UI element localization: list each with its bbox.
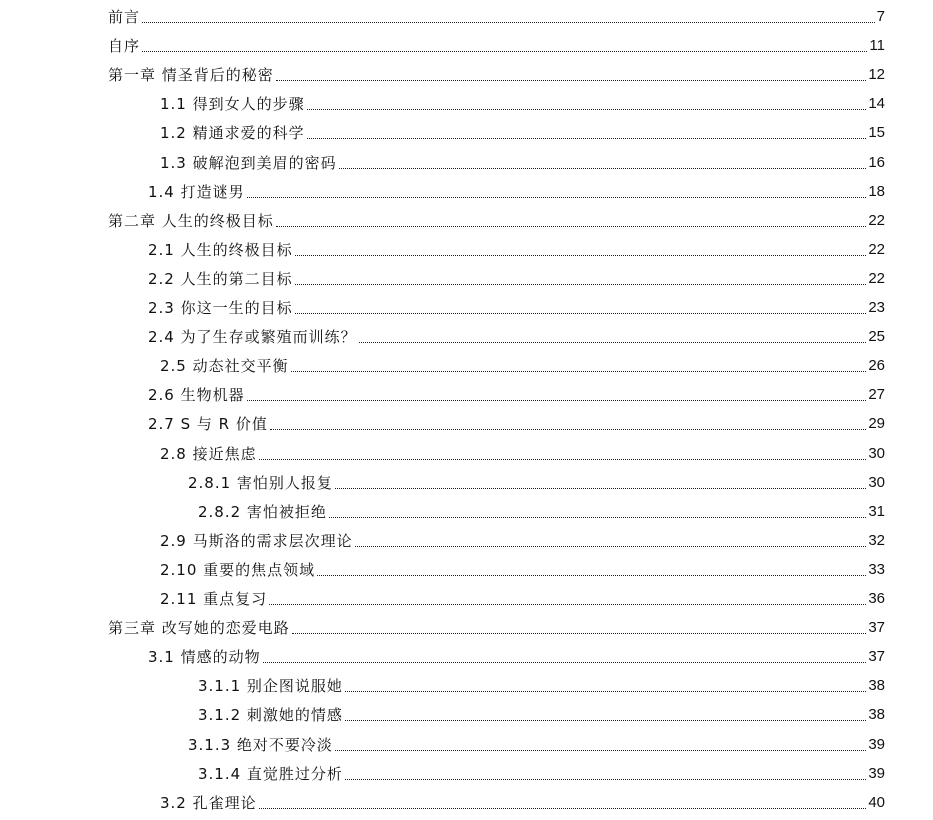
toc-entry-page-number: 38 xyxy=(868,677,885,695)
toc-entry[interactable] xyxy=(148,267,885,289)
dot-leader xyxy=(335,488,866,489)
toc-entry-title: 第一章 情圣背后的秘密 xyxy=(108,66,274,85)
toc-entry-title: 2.7 S 与 R 价值 xyxy=(148,415,268,434)
toc-entry[interactable] xyxy=(188,733,885,755)
toc-entry[interactable] xyxy=(148,412,885,434)
toc-entry-page-number: 30 xyxy=(868,473,885,491)
toc-entry-title: 第三章 改写她的恋爱电路 xyxy=(108,619,290,638)
toc-entry[interactable] xyxy=(108,34,885,56)
toc-entry-page-number: 25 xyxy=(868,328,885,346)
toc-entry-page-number: 27 xyxy=(868,386,885,404)
toc-entry-page-number: 33 xyxy=(868,560,885,578)
dot-leader xyxy=(142,51,867,52)
dot-leader xyxy=(329,517,866,518)
dot-leader xyxy=(259,459,867,460)
toc-entry[interactable] xyxy=(198,674,885,696)
toc-entry-title: 2.11 重点复习 xyxy=(160,590,268,608)
toc-entry-title: 1.2 精通求爱的科学 xyxy=(160,124,305,143)
dot-leader xyxy=(291,371,867,372)
dot-leader xyxy=(355,546,867,547)
toc-entry-title: 2.6 生物机器 xyxy=(148,386,245,405)
toc-entry[interactable] xyxy=(160,354,885,376)
toc-entry[interactable] xyxy=(148,180,885,202)
toc-entry[interactable] xyxy=(198,703,885,725)
toc-entry-title: 第二章 人生的终极目标 xyxy=(108,211,274,230)
dot-leader xyxy=(270,429,866,430)
dot-leader xyxy=(142,22,875,23)
toc-entry-title: 3.1.2 刺激她的情感 xyxy=(198,706,343,725)
toc-entry-page-number: 18 xyxy=(868,182,885,200)
dot-leader xyxy=(317,575,866,576)
toc-entry-title: 1.4 打造谜男 xyxy=(148,182,245,201)
toc-entry[interactable] xyxy=(160,92,885,114)
dot-leader xyxy=(345,779,866,780)
dot-leader xyxy=(259,808,867,809)
dot-leader xyxy=(263,662,867,663)
toc-entry[interactable] xyxy=(160,442,885,464)
toc-entry-page-number: 12 xyxy=(868,66,885,84)
toc-entry[interactable] xyxy=(148,645,885,667)
toc-entry[interactable] xyxy=(160,587,885,609)
toc-entry-page-number: 26 xyxy=(868,357,885,375)
toc-entry[interactable] xyxy=(148,238,885,260)
toc-entry[interactable] xyxy=(160,121,885,143)
toc-entry-title: 1.1 得到女人的步骤 xyxy=(160,95,305,114)
toc-entry-title: 2.2 人生的第二目标 xyxy=(148,269,293,288)
toc-entry[interactable] xyxy=(188,471,885,493)
dot-leader xyxy=(292,633,867,634)
toc-entry-title: 自序 xyxy=(108,37,141,56)
toc-entry[interactable] xyxy=(160,151,885,173)
toc-entry-page-number: 22 xyxy=(868,240,885,258)
toc-entry-title: 2.9 马斯洛的需求层次理论 xyxy=(160,531,353,550)
toc-entry-title: 1.3 破解泡到美眉的密码 xyxy=(160,153,337,172)
toc-entry-page-number: 15 xyxy=(868,124,885,142)
toc-entry-title: 3.2 孔雀理论 xyxy=(160,793,257,812)
toc-entry-page-number: 39 xyxy=(868,735,885,753)
toc-entry-title: 2.4 为了生存或繁殖而训练？ xyxy=(148,328,357,347)
toc-entry-page-number: 40 xyxy=(868,793,885,811)
dot-leader xyxy=(345,691,866,692)
toc-entry-page-number: 23 xyxy=(868,299,885,316)
toc-entry[interactable] xyxy=(160,791,885,813)
dot-leader xyxy=(295,313,867,314)
dot-leader xyxy=(359,342,867,343)
toc-entry-title: 3.1 情感的动物 xyxy=(148,648,261,667)
toc-entry-page-number: 31 xyxy=(868,502,885,520)
toc-entry[interactable] xyxy=(108,616,885,638)
dot-leader xyxy=(345,720,866,721)
toc-entry-page-number: 37 xyxy=(868,648,885,666)
toc-entry-title: 2.3 你这一生的目标 xyxy=(148,299,293,317)
toc-entry-title: 2.10 重要的焦点领域 xyxy=(160,560,316,579)
toc-entry-title: 3.1.3 绝对不要冷淡 xyxy=(188,735,333,754)
toc-entry-page-number: 22 xyxy=(868,211,885,229)
toc-entry-page-number: 36 xyxy=(868,590,885,607)
toc-entry-title: 2.1 人生的终极目标 xyxy=(148,240,293,259)
dot-leader xyxy=(247,197,867,198)
toc-entry-page-number: 32 xyxy=(868,531,885,549)
toc-entry[interactable] xyxy=(198,762,885,784)
dot-leader xyxy=(307,138,867,139)
toc-entry[interactable] xyxy=(148,383,885,405)
dot-leader xyxy=(339,168,867,169)
toc-entry[interactable] xyxy=(108,5,885,27)
toc-entry[interactable] xyxy=(198,500,885,522)
toc-entry[interactable] xyxy=(148,325,885,347)
toc-entry-page-number: 39 xyxy=(868,764,885,782)
dot-leader xyxy=(276,80,867,81)
toc-entry-page-number: 16 xyxy=(868,153,885,171)
toc-entry[interactable] xyxy=(108,63,885,85)
dot-leader xyxy=(295,255,867,256)
dot-leader xyxy=(276,226,867,227)
toc-entry-title: 3.1.4 直觉胜过分析 xyxy=(198,764,343,783)
toc-entry-title: 前言 xyxy=(108,8,141,26)
toc-entry-page-number: 37 xyxy=(868,619,885,637)
dot-leader xyxy=(269,604,866,605)
toc-entry[interactable] xyxy=(148,296,885,318)
dot-leader xyxy=(307,109,867,110)
toc-entry[interactable] xyxy=(108,209,885,231)
toc-entry-title: 2.8.2 害怕被拒绝 xyxy=(198,502,327,521)
toc-entry-title: 2.8.1 害怕别人报复 xyxy=(188,473,333,492)
toc-entry-page-number: 38 xyxy=(868,706,885,724)
toc-entry-page-number: 7 xyxy=(876,8,885,25)
dot-leader xyxy=(295,284,867,285)
toc-entry[interactable] xyxy=(160,529,885,551)
toc-entry-title: 3.1.1 别企图说服她 xyxy=(198,677,343,696)
toc-entry-page-number: 11 xyxy=(869,37,885,55)
toc-entry-page-number: 14 xyxy=(868,95,885,113)
toc-entry-page-number: 30 xyxy=(868,444,885,462)
toc-entry-title: 2.5 动态社交平衡 xyxy=(160,357,289,376)
toc-entry[interactable] xyxy=(160,558,885,580)
toc-entry-page-number: 29 xyxy=(868,415,885,433)
dot-leader xyxy=(335,750,866,751)
toc-entry-page-number: 22 xyxy=(868,269,885,287)
dot-leader xyxy=(247,400,867,401)
toc-entry-title: 2.8 接近焦虑 xyxy=(160,444,257,463)
